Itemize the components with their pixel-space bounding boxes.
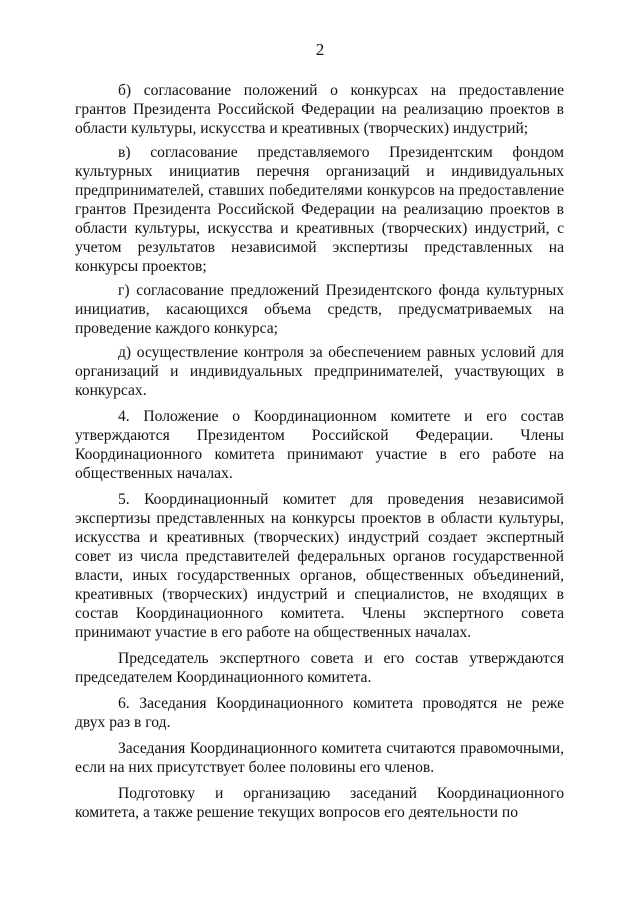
paragraph-expert-chair: Председатель экспертного совета и его состав утверждаются председателем Координационного комитета. — [75, 650, 564, 686]
paragraph-preparation: Подготовку и организацию заседаний Координационного комитета, а также решение текущих вопросов его деятельности по — [75, 785, 564, 821]
paragraph-5: 5. Координационный комитет для проведения независимой экспертизы представленных на конкурсы проектов в области культуры, искусства и креативных (творческих) индустрий создает экспертный совет из числа представителей федеральных органов государственной власти, иных государственных органов, общественных объединений, креативных (творческих) индустрий и специалистов, не входящих в состав Координационного комитета. Члены экспертного совета принимают участие в его работе на общественных началах. — [75, 491, 564, 641]
paragraph-v: в) согласование представляемого Президентским фондом культурных инициатив перечня организаций и индивидуальных предпринимателей, ставших победителями конкурсов на предоставление грантов Президента Российской Федерации на реализацию проектов в области культуры, искусства и креативных (творческих) индустрий, с учетом результатов независимой экспертизы представленных на конкурсы проектов; — [75, 144, 564, 275]
paragraph-6: 6. Заседания Координационного комитета проводятся не реже двух раз в год. — [75, 695, 564, 731]
paragraph-g: г) согласование предложений Президентского фонда культурных инициатив, касающихся объема средств, предусматриваемых на проведение каждого конкурса; — [75, 282, 564, 337]
document-body — [75, 81, 564, 827]
paragraph-4: 4. Положение о Координационном комитете и его состав утверждаются Президентом Российской Федерации. Члены Координационного комитета принимают участие в его работе на общественных началах. — [75, 408, 564, 482]
paragraph-d: д) осуществление контроля за обеспечением равных условий для организаций и индивидуальных предпринимателей, участвующих в конкурсах. — [75, 344, 564, 399]
paragraph-quorum: Заседания Координационного комитета считаются правомочными, если на них присутствует более половины его членов. — [75, 740, 564, 776]
page-number: 2 — [315, 40, 325, 59]
paragraph-b: б) согласование положений о конкурсах на предоставление грантов Президента Российской Федерации на реализацию проектов в области культуры, искусства и креативных (творческих) индустрий; — [75, 82, 564, 137]
